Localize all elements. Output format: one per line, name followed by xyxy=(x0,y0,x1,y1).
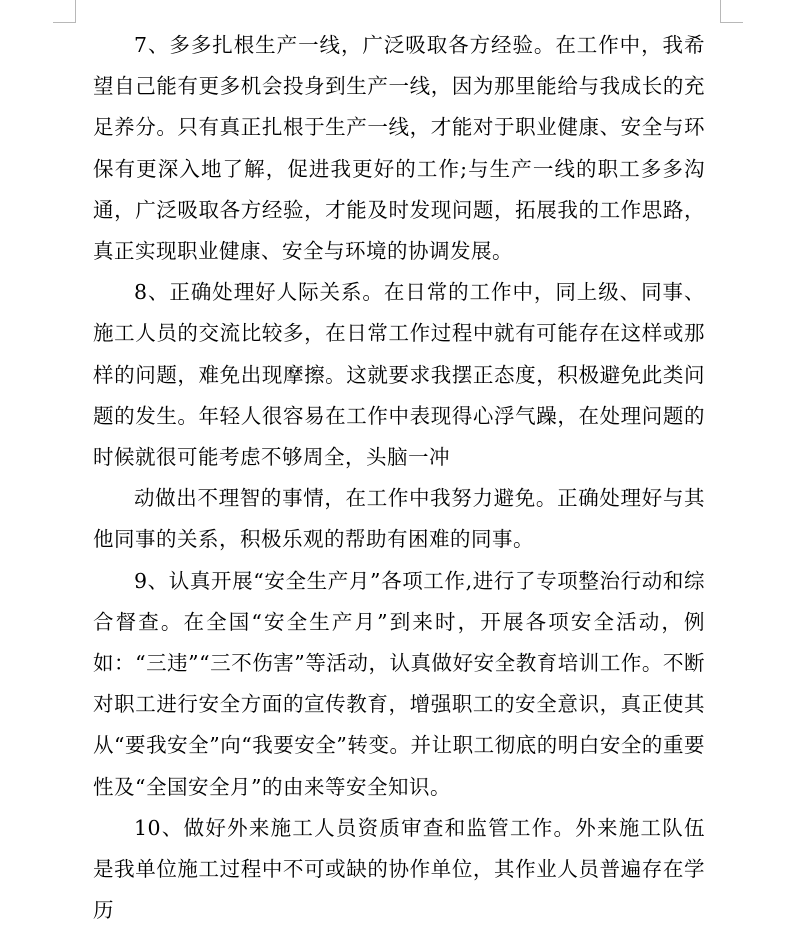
paragraph-10: 10、做好外来施工人员资质审查和监管工作。外来施工队伍是我单位施工过程中不可或缺的协作单位，其作业人员普遍存在学历 xyxy=(93,815,705,923)
paragraph-8-continued: 动做出不理智的事情，在工作中我努力避免。正确处理好与其他同事的关系，积极乐观的帮助有困难的同事。 xyxy=(93,486,705,552)
document-body xyxy=(93,25,705,931)
paragraph-8: 8、正确处理好人际关系。在日常的工作中，同上级、同事、施工人员的交流比较多，在日常工作过程中就有可能存在这样或那样的问题，难免出现摩擦。这就要求我摆正态度，积极避免此类问题的发生。年轻人很容易在工作中表现得心浮气躁，在处理问题的时候就很可能考虑不够周全，头脑一冲 xyxy=(93,280,705,470)
paragraph-9: 9、认真开展“安全生产月”各项工作,进行了专项整治行动和综合督查。在全国“安全生产月”到来时，开展各项安全活动，例如：“三违”“三不伤害”等活动，认真做好安全教育培训工作。不断对职工进行安全方面的宣传教育，增强职工的安全意识，真正使其从“要我安全”向“我要安全”转变。并让职工彻底的明白安全的重要性及“全国安全月”的由来等安全知识。 xyxy=(93,568,705,799)
crop-mark-top-right xyxy=(720,0,743,23)
paragraph-7: 7、多多扎根生产一线，广泛吸取各方经验。在工作中，我希望自己能有更多机会投身到生产一线，因为那里能给与我成长的充足养分。只有真正扎根于生产一线，才能对于职业健康、安全与环保有更深入地了解，促进我更好的工作;与生产一线的职工多多沟通，广泛吸取各方经验，才能及时发现问题，拓展我的工作思路，真正实现职业健康、安全与环境的协调发展。 xyxy=(93,33,705,264)
crop-mark-top-left xyxy=(53,0,76,23)
